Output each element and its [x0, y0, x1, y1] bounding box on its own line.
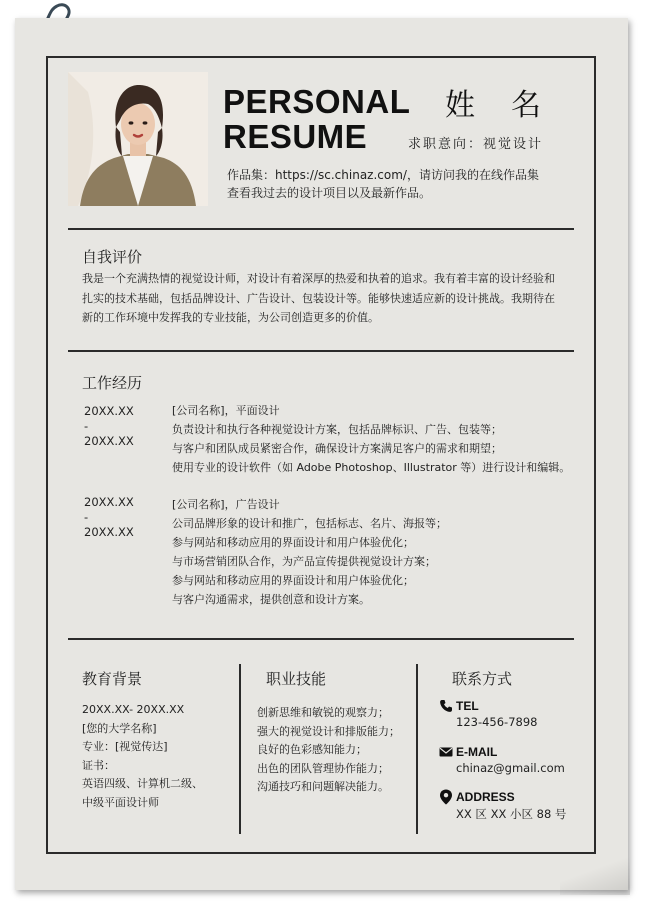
education-line: 中级平面设计师	[82, 795, 159, 809]
education-line: [您的大学名称]	[82, 721, 157, 735]
column-divider	[416, 664, 418, 834]
self-eval-text	[82, 269, 562, 328]
divider	[68, 228, 574, 230]
work-title: 工作经历	[82, 374, 143, 392]
job-line: 参与网站和移动应用的界面设计和用户体验优化；	[172, 536, 414, 549]
job-line: 使用专业的设计软件（如 Adobe Photoshop、Illustrator 等）进行设计和编辑。	[172, 461, 571, 474]
job-date-separator: -	[84, 419, 89, 433]
column-divider	[239, 664, 241, 834]
job-date-end: 20XX.XX	[84, 434, 134, 448]
self-eval-title: 自我评价	[82, 248, 143, 266]
job-line: 公司品牌形象的设计和推广，包括标志、名片、海报等；	[172, 517, 447, 530]
job-date-separator: -	[84, 510, 89, 524]
page-curl	[560, 855, 630, 895]
job-line: 参与网站和移动应用的界面设计和用户体验优化；	[172, 574, 414, 587]
education-line: 专业：[视觉传达]	[82, 740, 168, 753]
self-eval-line: 新的工作环境中发挥我的专业技能，为公司创造更多的价值。	[82, 311, 379, 324]
job-line: 与市场营销团队合作，为产品宣传提供视觉设计方案；	[172, 555, 436, 568]
portfolio-text	[227, 166, 567, 202]
profile-photo	[68, 72, 208, 206]
location-pin-icon	[439, 789, 453, 805]
self-eval-line: 扎实的技术基础，包括品牌设计、广告设计、包装设计等。能够快速适应新的设计挑战。我期待在	[82, 291, 555, 305]
job-date	[84, 404, 134, 449]
skills-title: 职业技能	[266, 670, 327, 688]
job-intent: 求职意向：视觉设计	[408, 137, 544, 152]
job-date-start: 20XX.XX	[84, 495, 134, 509]
divider	[68, 350, 574, 352]
name-placeholder: 姓名	[445, 88, 577, 123]
contact-title: 联系方式	[452, 670, 513, 688]
portfolio-line: 查看我过去的设计项目以及最新作品。	[227, 186, 432, 200]
education-details	[82, 701, 203, 812]
tel-value: 123-456-7898	[456, 715, 538, 729]
skill-item: 沟通技巧和问题解决能力。	[257, 780, 389, 793]
resume-title	[223, 84, 410, 154]
portfolio-line: 作品集：https://sc.chinaz.com/，请访问我的在线作品集	[227, 168, 539, 182]
divider	[68, 638, 574, 640]
education-title: 教育背景	[82, 670, 143, 688]
job-date-start: 20XX.XX	[84, 404, 134, 418]
title-line-1: PERSONAL	[223, 83, 411, 120]
job-details	[172, 495, 447, 609]
phone-icon	[439, 699, 453, 713]
address-label: ADDRESS	[456, 790, 515, 804]
job-line: [公司名称]，广告设计	[172, 498, 280, 511]
self-eval-line: 我是一个充满热情的视觉设计师，对设计有着深厚的热爱和执着的追求。我有着丰富的设计经验和	[82, 272, 555, 285]
tel-label: TEL	[456, 699, 479, 713]
mail-icon	[439, 745, 453, 759]
job-date-end: 20XX.XX	[84, 525, 134, 539]
job-date	[84, 495, 134, 540]
skill-item: 强大的视觉设计和排版能力；	[257, 724, 400, 738]
email-label: E-MAIL	[456, 745, 498, 759]
education-line: 证书：	[82, 758, 115, 772]
skill-item: 良好的色彩感知能力；	[257, 743, 367, 756]
title-line-2: RESUME	[223, 118, 368, 155]
job-line: 与客户和团队成员紧密合作，确保设计方案满足客户的需求和期望；	[172, 442, 502, 455]
job-line: 负责设计和执行各种视觉设计方案，包括品牌标识、广告、包装等；	[172, 423, 502, 436]
job-details	[172, 401, 570, 477]
email-value: chinaz@gmail.com	[456, 761, 565, 775]
job-line: [公司名称]，平面设计	[172, 404, 280, 417]
skills-list	[257, 704, 400, 797]
skill-item: 创新思维和敏锐的观察力；	[257, 706, 389, 719]
education-line: 英语四级、计算机二级、	[82, 777, 203, 790]
address-value: XX 区 XX 小区 88 号	[456, 807, 567, 821]
job-line: 与客户沟通需求，提供创意和设计方案。	[172, 593, 370, 606]
skill-item: 出色的团队管理协作能力；	[257, 761, 389, 775]
education-line: 20XX.XX- 20XX.XX	[82, 703, 185, 716]
